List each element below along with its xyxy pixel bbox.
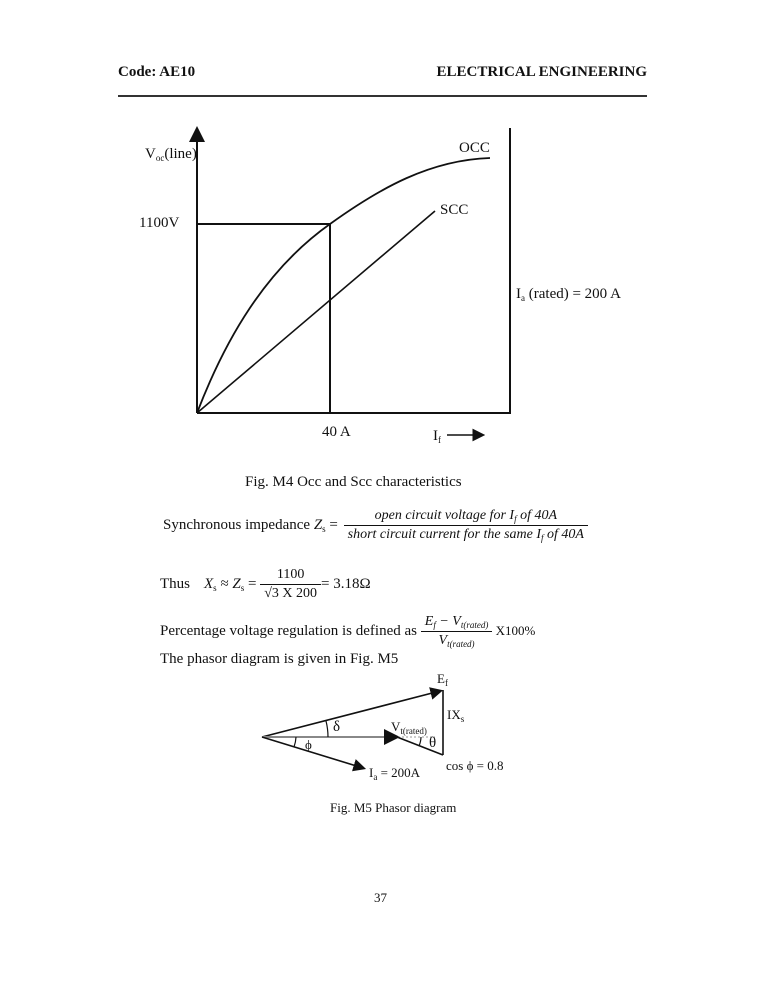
rated-current-label: $I_a$ (rated) = 200 A (516, 286, 621, 303)
xs-equation: Thus $X_s \approx Z_s$ = $\frac{1100}{√3 X 200}$ = 3.18Ω (160, 567, 371, 601)
delta-arc (326, 721, 328, 737)
scc-curve (197, 211, 435, 413)
x-axis-label: $I_f$ (433, 428, 441, 445)
theta-arc (419, 737, 421, 746)
phi-arc (294, 737, 296, 747)
phasor-intro: The phasor diagram is given in Fig. M5 (160, 651, 399, 667)
theta-label: θ (429, 735, 437, 751)
regulation-equation: Percentage voltage regulation is defined as $\frac{E_f - V_{t(rated)}}{V_{t(rated)}}$ X100% (160, 614, 536, 649)
header-subject: ELECTRICAL ENGINEERING (436, 64, 647, 80)
header-code: Code: AE10 (118, 64, 196, 80)
ia-label: $I_a = 200A$ (369, 765, 421, 782)
zs-equation: Synchronous impedance $Z_s$ = $\frac{open circuit voltage for I_f of 40A}{short circuit current for the same I_f of 40A}$ (163, 508, 588, 543)
figure-m4-caption: Fig. M4 Occ and Scc characteristics (245, 474, 462, 490)
phi-label: ϕ (305, 737, 312, 752)
power-factor-label: cos ϕ = 0.8 (446, 758, 504, 773)
voltage-marker-label: 1100V (139, 215, 180, 231)
page-number: 37 (374, 890, 387, 905)
y-axis-label: $V_{oc}(line)$ (145, 146, 197, 163)
occ-label: OCC (459, 140, 490, 156)
delta-label: δ (333, 719, 341, 735)
current-marker-label: 40 A (322, 424, 351, 440)
ia-phasor (262, 737, 363, 768)
vt-label: $V_{t(rated)}$ (391, 719, 427, 736)
ef-label: $E_f$ (437, 671, 448, 688)
figure-m5-caption: Fig. M5 Phasor diagram (330, 800, 457, 815)
ixs-label: $IX_s$ (447, 707, 465, 724)
scc-label: SCC (440, 202, 469, 218)
